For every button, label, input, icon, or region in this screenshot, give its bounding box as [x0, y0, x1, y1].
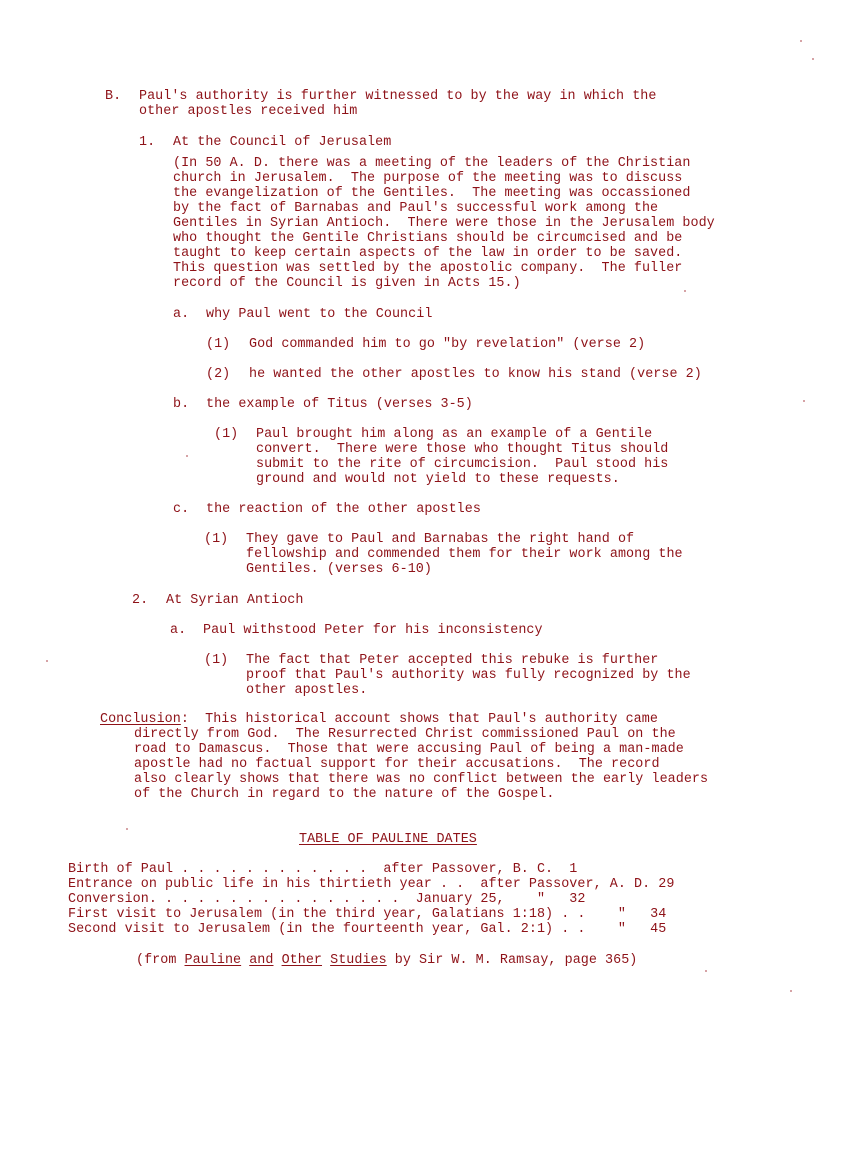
scan-speck [126, 828, 128, 830]
scan-speck [812, 58, 814, 60]
table-row: Birth of Paul . . . . . . . . . . . . after Passover, B. C. 1 [68, 862, 578, 877]
conclusion-line: directly from God. The Resurrected Christ commissioned Paul on the [134, 727, 676, 742]
table-row: Conversion. . . . . . . . . . . . . . . . January 25, " 32 [68, 892, 586, 907]
subpoint-heading: the reaction of the other apostles [206, 502, 481, 517]
scan-speck [705, 970, 707, 972]
item-line: Paul brought him along as an example of a Gentile [256, 427, 653, 442]
conclusion-first-line [100, 712, 658, 727]
item-line: Gentiles. (verses 6-10) [246, 562, 432, 577]
item-line: submit to the rite of circumcision. Paul stood his [256, 457, 669, 472]
table-row: Entrance on public life in his thirtieth year . . after Passover, A. D. 29 [68, 877, 675, 892]
paragraph-line: taught to keep certain aspects of the law in order to be saved. [173, 246, 683, 261]
paragraph-line: who thought the Gentile Christians should be circumcised and be [173, 231, 683, 246]
conclusion-label: Conclusion [100, 712, 181, 727]
table-title: TABLE OF PAULINE DATES [299, 832, 477, 847]
item-line: The fact that Peter accepted this rebuke is further [246, 653, 659, 668]
point-number: 1. [139, 135, 156, 150]
item-line: ground and would not yield to these requests. [256, 472, 620, 487]
conclusion-line: also clearly shows that there was no conflict between the early leaders [134, 772, 709, 787]
scan-speck [803, 400, 805, 402]
source-title-word: Pauline [184, 953, 242, 968]
item-line: They gave to Paul and Barnabas the right hand of [246, 532, 635, 547]
item-text: God commanded him to go "by revelation" (verse 2) [249, 337, 646, 352]
subpoint-heading: why Paul went to the Council [206, 307, 433, 322]
table-row: First visit to Jerusalem (in the third year, Galatians 1:18) . . " 34 [68, 907, 667, 922]
item-label: (2) [206, 367, 231, 382]
point-heading: At Syrian Antioch [166, 593, 304, 608]
paragraph-line: by the fact of Barnabas and Paul's successful work among the [173, 201, 659, 216]
source-title-word: Other [281, 953, 323, 968]
item-label: (1) [204, 653, 229, 668]
conclusion-text: This historical account shows that Paul's authority came [205, 712, 658, 727]
scan-speck [46, 660, 48, 662]
paragraph-line: (In 50 A. D. there was a meeting of the leaders of the Christian [173, 156, 691, 171]
item-line: other apostles. [246, 683, 368, 698]
scan-speck [684, 290, 686, 292]
paragraph-line: Gentiles in Syrian Antioch. There were those in the Jerusalem body [173, 216, 715, 231]
item-text: he wanted the other apostles to know his stand (verse 2) [249, 367, 702, 382]
item-line: convert. There were those who thought Titus should [256, 442, 669, 457]
item-label: (1) [206, 337, 231, 352]
point-heading: At the Council of Jerusalem [173, 135, 392, 150]
section-heading-line: Paul's authority is further witnessed to by the way in which the [139, 89, 657, 104]
paragraph-line: church in Jerusalem. The purpose of the meeting was to discuss [173, 171, 683, 186]
conclusion-line: of the Church in regard to the nature of the Gospel. [134, 787, 555, 802]
subpoint-label: a. [170, 623, 187, 638]
source-citation: (from Pauline and Other Studies by Sir W. M. Ramsay, page 365) [136, 953, 638, 968]
subpoint-label: b. [173, 397, 190, 412]
point-number: 2. [132, 593, 149, 608]
item-label: (1) [204, 532, 229, 547]
paragraph-line: the evangelization of the Gentiles. The meeting was occassioned [173, 186, 691, 201]
table-row: Second visit to Jerusalem (in the fourteenth year, Gal. 2:1) . . " 45 [68, 922, 667, 937]
item-line: proof that Paul's authority was fully recognized by the [246, 668, 691, 683]
paragraph-line: This question was settled by the apostolic company. The fuller [173, 261, 683, 276]
subpoint-label: a. [173, 307, 190, 322]
section-label: B. [105, 89, 122, 104]
conclusion-line: apostle had no factual support for their accusations. The record [134, 757, 660, 772]
subpoint-heading: Paul withstood Peter for his inconsistency [203, 623, 543, 638]
subpoint-heading: the example of Titus (verses 3-5) [206, 397, 473, 412]
item-line: fellowship and commended them for their work among the [246, 547, 683, 562]
scan-speck [186, 455, 188, 457]
subpoint-label: c. [173, 502, 190, 517]
source-title-word: and [249, 953, 274, 968]
conclusion-line: road to Damascus. Those that were accusing Paul of being a man-made [134, 742, 684, 757]
section-heading-line: other apostles received him [139, 104, 358, 119]
conclusion-colon: : [180, 712, 189, 727]
scan-speck [800, 40, 802, 42]
paragraph-line: record of the Council is given in Acts 15.) [173, 276, 521, 291]
item-label: (1) [214, 427, 239, 442]
source-title-word: Studies [330, 953, 387, 968]
scan-speck [790, 990, 792, 992]
